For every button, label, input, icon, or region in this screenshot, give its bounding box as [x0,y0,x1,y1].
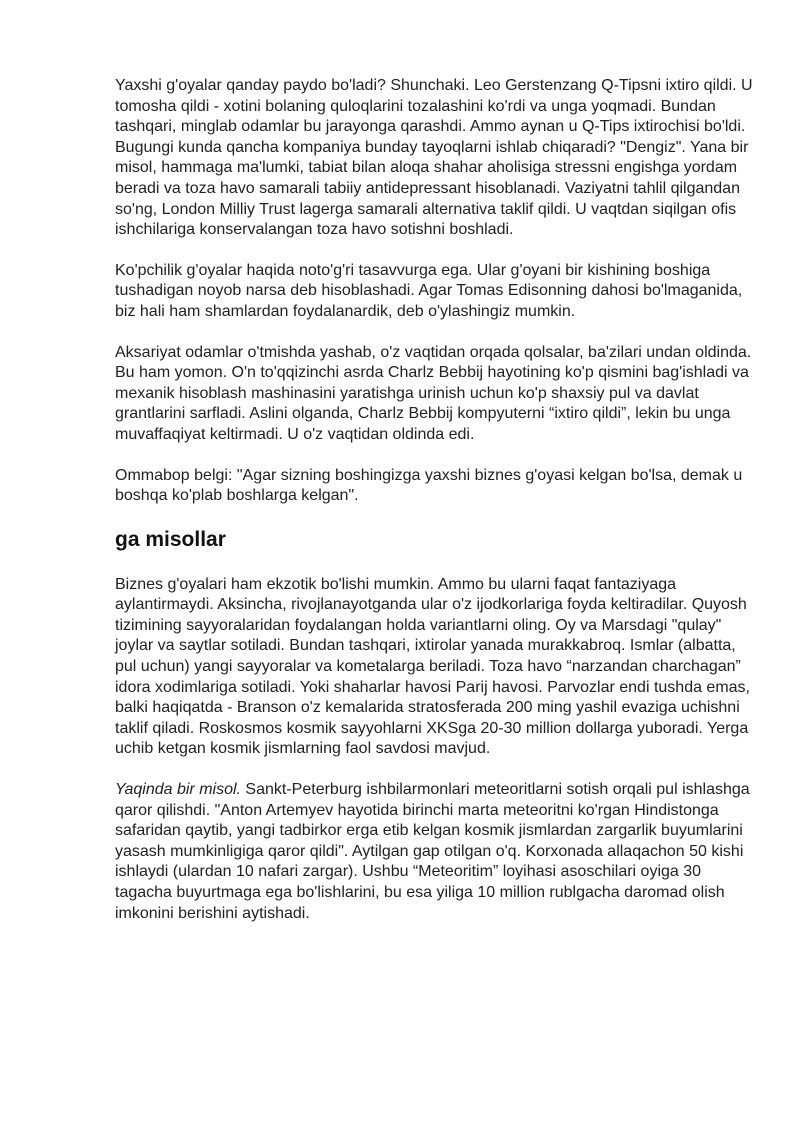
italic-lead: Yaqinda bir misol. [115,781,241,799]
paragraph-meteorite-example [115,780,755,924]
paragraph-exotic-ideas: Biznes g'oyalari ham ekzotik bo'lishi mumkin. Ammo bu ularni faqat fantaziyaga aylantirmaydi. Aksincha, rivojlanayotganda ular o'z ijodkorlariga foyda keltiradilar. Quyosh tizimining sayyoralaridan foydalangan holda variantlarni oling. Oy va Marsdagi "qulay" joylar va saytlar sotiladi. Bundan tashqari, ixtirolar yanada murakkabroq. Ismlar (albatta, pul uchun) yangi sayyoralar va kometalarga beriladi. Toza havo “narzandan charchagan” idora xodimlariga sotiladi. Yoki shaharlar havosi Parij havosi. Parvozlar endi tushda emas, balki haqiqatda - Branson o'z kemalarida stratosferada 200 ming yashil evaziga uchishni taklif qiladi. Roskosmos kosmik sayyohlarni XKSga 20-30 million dollarga yuboradi. Yerga uchib ketgan kosmik jismlarning faol savdosi mavjud. [115,575,750,758]
section-heading: ga misollar [115,527,226,551]
paragraph-babbage: Aksariyat odamlar o'tmishda yashab, o'z vaqtidan orqada qolsalar, ba'zilari undan oldinda. Bu ham yomon. O'n to'qqizinchi asrda Charlz Bebbij hayotining ko'p qismini bag'ishladi va mexanik hisoblash mashinasini yaratishga urinish uchun ko'p shaxsiy pul va davlat grantlarini sarfladi. Aslini olganda, Charlz Bebbij kompyuterni “ixtiro qildi”, lekin bu unga muvaffaqiyat keltirmadi. U o'z vaqtidan oldinda edi. [115,343,752,443]
document-page [115,76,755,944]
paragraph-misconception: Ko'pchilik g'oyalar haqida noto'g'ri tasavvurga ega. Ular g'oyani bir kishining boshiga tushadigan noyob narsa deb hisoblashadi. Agar Tomas Edisonning dahosi bo'lmaganida, biz hali ham shamlardan foydalanardik, deb o'ylashingiz mumkin. [115,261,743,320]
paragraph-popular-sign: Ommabop belgi: "Agar sizning boshingizga yaxshi biznes g'oyasi kelgan bo'lsa, demak u boshqa ko'plab boshlarga kelgan". [115,466,743,505]
paragraph-meteorite-text: Sankt-Peterburg ishbilarmonlari meteoritlarni sotish orqali pul ishlashga qaror qilishdi. "Anton Artemyev hayotida birinchi marta meteoritni ko'rgan Hindistonga safaridan qaytib, yangi tadbirkor erga etib kelgan kosmik jismlardan zargarlik buyumlarini yasash mumkinligiga qaror qildi". Aytilgan gap otilgan o'q. Korxonada allaqachon 50 kishi ishlaydi (ulardan 10 nafari zargar). Ushbu “Meteoritim” loyihasi asoschilari oyiga 30 tagacha buyurtmaga ega bo'lishlarini, bu esa yiliga 10 million rublgacha daromad olish imkonini berishini aytishadi. [115,781,750,922]
paragraph-q-tips: Yaxshi g'oyalar qanday paydo bo'ladi? Shunchaki. Leo Gerstenzang Q-Tipsni ixtiro qildi. U tomosha qildi - xotini bolaning quloqlarini tozalashini ko'rdi va unga yoqmadi. Bundan tashqari, minglab odamlar bu jarayonga qarashdi. Ammo aynan u Q-Tips ixtirochisi bo'ldi. Bugungi kunda qancha kompaniya bunday tayoqlarni ishlab chiqaradi? "Dengiz". Yana bir misol, hammaga ma'lumki, tabiat bilan aloqa shahar aholisiga stressni engishga yordam beradi va toza havo samarali tabiiy antidepressant hisoblanadi. Vaziyatni tahlil qilgandan so'ng, London Milliy Trust lagerga samarali alternativa taklif qildi. U vaqtdan siqilgan ofis ishchilariga konservalangan toza havo sotishni boshladi. [115,77,753,239]
